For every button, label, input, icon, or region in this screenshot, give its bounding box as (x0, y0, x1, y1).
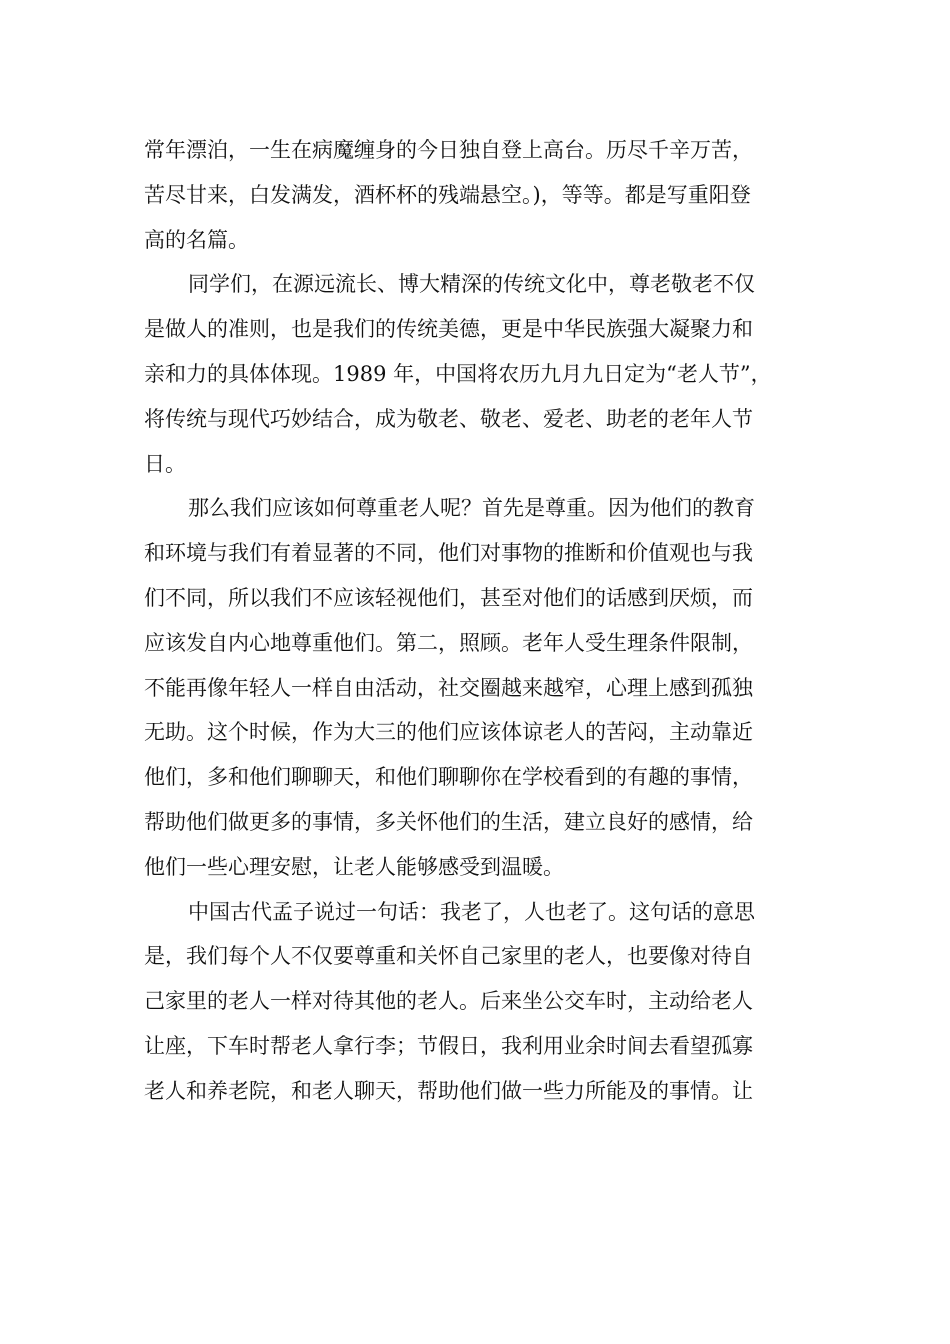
text-line: 他们，多和他们聊聊天，和他们聊聊你在学校看到的有趣的事情， (144, 765, 753, 790)
paragraph-1 (144, 128, 814, 262)
text-line: 苦尽甘来，白发满发，酒杯杯的残端悬空。)，等等。都是写重阳登 (144, 182, 751, 207)
paragraph-4 (144, 890, 814, 1114)
text-line: 老人和养老院，和老人聊天，帮助他们做一些力所能及的事情。让 (144, 1078, 753, 1103)
text-line: 将传统与现代巧妙结合，成为敬老、敬老、爱老、助老的老年人节 (144, 406, 753, 431)
text-line: 是，我们每个人不仅要尊重和关怀自己家里的老人，也要像对待自 (144, 944, 753, 969)
text-line: 们不同，所以我们不应该轻视他们，甚至对他们的话感到厌烦，而 (144, 585, 753, 610)
text-line: 中国古代孟子说过一句话：我老了，人也老了。这句话的意思 (188, 899, 755, 924)
text-line: 无助。这个时候，作为大三的他们应该体谅老人的苦闷，主动靠近 (144, 720, 753, 745)
text-line: 和环境与我们有着显著的不同，他们对事物的推断和价值观也与我 (144, 541, 753, 566)
text-line: 让座，下车时帮老人拿行李；节假日，我利用业余时间去看望孤寡 (144, 1033, 753, 1058)
paragraph-2 (144, 262, 814, 486)
text-line: 是做人的准则，也是我们的传统美德，更是中华民族强大凝聚力和 (144, 317, 753, 342)
text-line: 己家里的老人一样对待其他的老人。后来坐公交车时，主动给老人 (144, 989, 753, 1014)
text-line: 亲和力的具体体现。1989 年，中国将农历九月九日定为“老人节”， (144, 361, 772, 386)
document-body (144, 128, 814, 1114)
text-line: 同学们，在源远流长、博大精深的传统文化中，尊老敬老不仅 (188, 272, 755, 297)
paragraph-3 (144, 486, 814, 889)
text-line: 应该发自内心地尊重他们。第二，照顾。老年人受生理条件限制， (144, 630, 753, 655)
text-line: 不能再像年轻人一样自由活动，社交圈越来越窄，心理上感到孤独 (144, 675, 753, 700)
text-line: 那么我们应该如何尊重老人呢？首先是尊重。因为他们的教育 (188, 496, 755, 521)
text-line: 高的名篇。 (144, 227, 249, 252)
text-line: 常年漂泊，一生在病魔缠身的今日独自登上高台。历尽千辛万苦， (144, 138, 753, 162)
text-line: 他们一些心理安慰，让老人能够感受到温暖。 (144, 854, 564, 879)
text-line: 帮助他们做更多的事情，多关怀他们的生活，建立良好的感情，给 (144, 809, 753, 834)
text-line: 日。 (144, 451, 186, 476)
